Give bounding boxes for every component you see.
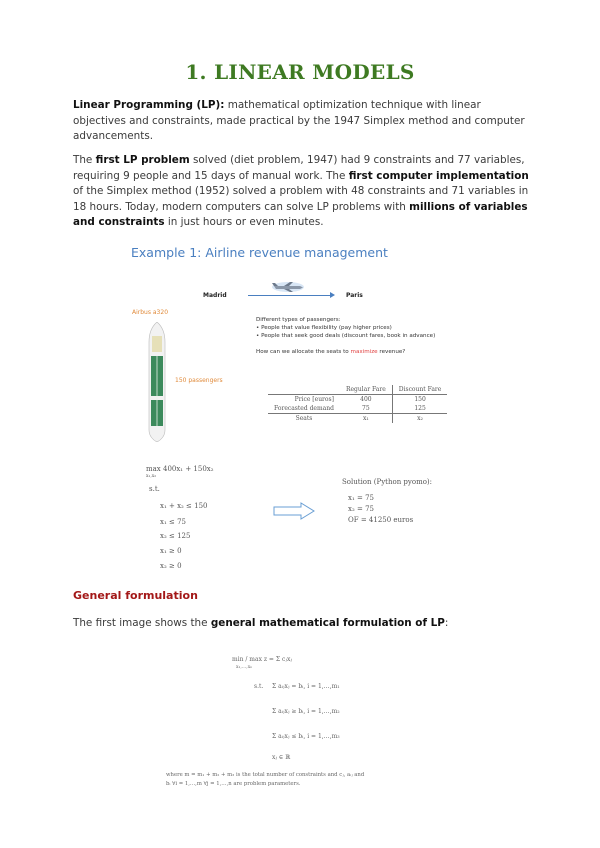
table-cell: 150	[392, 395, 447, 405]
lp-term: Linear Programming (LP):	[73, 99, 225, 111]
table-cell: Seats	[268, 414, 340, 424]
text: The first image shows the	[73, 617, 211, 629]
formula-constraint-le: Σ aᵢⱼxⱼ ≤ bᵢ, i = 1,…,m₃	[272, 733, 340, 740]
formula-objective-vars: x₁,…,xₙ	[236, 665, 253, 670]
model-constraint: x₁ ≤ 75	[160, 518, 186, 526]
right-arrow-icon	[273, 502, 315, 520]
model-constraint: x₁ + x₂ ≤ 150	[160, 502, 208, 510]
table-cell: 75	[362, 405, 370, 412]
table-cell: 125	[392, 404, 447, 414]
solution-line: x₂ = 75	[348, 505, 374, 513]
destination-city: Paris	[346, 292, 363, 299]
allocation-question	[256, 348, 405, 356]
bold-text: general mathematical formulation of LP	[210, 617, 445, 629]
capacity-label: 150 passengers	[175, 377, 223, 384]
text: revenue?	[377, 349, 406, 355]
table-header: Discount Fare	[392, 385, 447, 395]
bold-text: first computer implementation	[348, 169, 529, 182]
text: :	[444, 617, 449, 629]
table-cell: Price [euros]	[294, 396, 334, 403]
history-paragraph	[73, 153, 533, 231]
table-cell: 400	[360, 396, 372, 403]
bold-text: first LP problem	[95, 154, 190, 166]
text: The	[73, 154, 96, 166]
table-header	[268, 385, 340, 395]
model-constraint: x₂ ≤ 125	[160, 532, 191, 540]
table-header: Regular Fare	[340, 385, 392, 395]
formula-domain: xⱼ ∈ ℝ	[272, 754, 291, 761]
formula-constraint-eq: Σ aᵢⱼxⱼ = bᵢ, i = 1,…,m₁	[272, 683, 340, 690]
fare-table	[268, 385, 447, 423]
model-objective: max 400x₁ + 150x₂	[146, 465, 214, 473]
route-arrowhead-icon	[330, 292, 335, 298]
table-cell: Forecasted demand	[274, 405, 334, 412]
text: in just hours or even minutes.	[164, 216, 324, 229]
solution-line: OF = 41250 euros	[348, 516, 414, 524]
table-row	[268, 404, 447, 414]
aircraft-seatmap-image	[146, 322, 168, 442]
passenger-types-heading: Different types of passengers:	[256, 317, 341, 323]
table-cell: x₂	[392, 414, 447, 424]
general-paragraph	[73, 616, 533, 632]
text: solved (diet problem, 1947) had 9 constraints and 77 variables, requiring 9 people and 15 days of manual work. The	[73, 154, 525, 182]
formula-note: bᵢ ∀i = 1,…,m ∀j = 1,…,n are problem parameters.	[166, 781, 301, 787]
model-constraint: x₁ ≥ 0	[160, 547, 182, 555]
highlight-text: maximize	[350, 349, 378, 355]
formula-constraint-ge: Σ aᵢⱼxⱼ ≥ bᵢ, i = 1,…,m₂	[272, 708, 340, 715]
model-objective-vars: x₁,x₂	[146, 474, 157, 479]
model-constraint: x₂ ≥ 0	[160, 562, 182, 570]
solution-line: x₁ = 75	[348, 494, 374, 502]
text: How can we allocate the seats to	[256, 349, 351, 355]
model-st: s.t.	[149, 485, 160, 493]
formula-st: s.t.	[254, 683, 264, 690]
page-title: 1. LINEAR MODELS	[185, 60, 415, 84]
passenger-type-2: • People that seek good deals (discount fares, book in advance)	[256, 333, 436, 339]
passenger-type-1: • People that value flexibility (pay higher prices)	[256, 325, 392, 331]
formula-note: where m = m₁ + m₂ + m₃ is the total number of constraints and cⱼ, aᵢⱼ and	[166, 772, 365, 778]
formula-objective: min / max z = Σ cⱼxⱼ	[232, 656, 292, 663]
text: of the Simplex method (1952) solved a problem with 48 constraints and 71 variables in 18 hours. Today, modern computers can solve LP problems with	[73, 185, 529, 213]
aircraft-label: Airbus a320	[132, 309, 169, 316]
airplane-icon	[270, 280, 306, 293]
route-line	[248, 295, 332, 296]
lp-definition: mathematical optimization technique with linear objectives and constraints, made practical by the 1947 Simplex method and computer advancements.	[73, 99, 525, 143]
table-header-row	[268, 385, 447, 395]
bold-text: millions of variables and constraints	[73, 200, 528, 229]
table-row	[268, 414, 447, 424]
example-title: Example 1: Airline revenue management	[131, 245, 388, 260]
intro-paragraph	[73, 98, 533, 145]
origin-city: Madrid	[203, 292, 227, 299]
section-heading: General formulation	[73, 589, 198, 602]
solution-heading: Solution (Python pyomo):	[342, 478, 433, 486]
table-row	[268, 395, 447, 405]
table-cell: x₁	[340, 414, 392, 424]
